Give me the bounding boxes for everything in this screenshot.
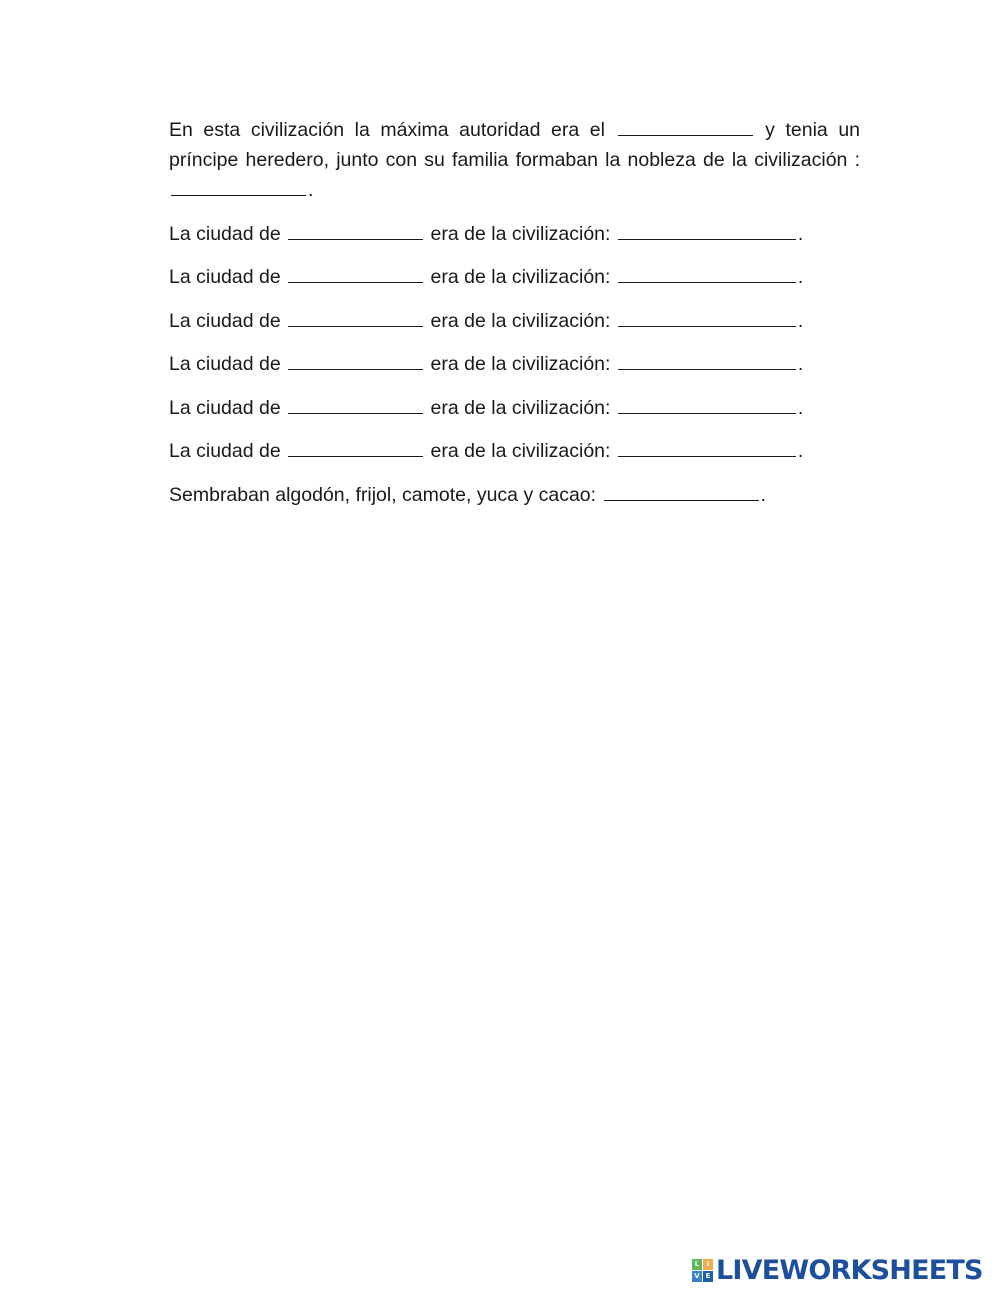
answer-blank-civilization[interactable]	[618, 221, 796, 240]
logo-mark-letter: V	[692, 1271, 702, 1282]
city-line-3	[169, 306, 860, 336]
city-line-4	[169, 349, 860, 379]
city-line-prefix: La ciudad de	[169, 222, 281, 245]
crops-period: .	[760, 483, 766, 506]
city-line-middle: era de la civilización:	[430, 396, 611, 419]
answer-blank-civilization[interactable]	[618, 438, 796, 457]
liveworksheets-logo	[692, 1254, 983, 1286]
answer-blank-city[interactable]	[288, 308, 423, 327]
answer-blank-authority[interactable]	[618, 117, 753, 136]
city-line-prefix: La ciudad de	[169, 353, 281, 375]
answer-blank-city[interactable]	[288, 221, 423, 240]
city-line-5	[169, 393, 860, 423]
logo-mark-icon	[692, 1259, 713, 1282]
city-line-period: .	[797, 222, 804, 245]
logo-mark-letter: E	[703, 1271, 713, 1282]
intro-period: .	[308, 179, 314, 201]
answer-blank-civilization[interactable]	[618, 264, 796, 283]
crops-text: Sembraban algodón, frijol, camote, yuca y cacao:	[169, 483, 597, 506]
intro-text-part2: y tenia un príncipe heredero, junto con su familia formaban la nobleza de la civilización :	[169, 119, 861, 171]
logo-mark-letter: L	[692, 1259, 702, 1270]
answer-blank-city[interactable]	[288, 264, 423, 283]
city-line-period: .	[797, 440, 804, 462]
city-line-6	[169, 436, 860, 466]
city-line-period: .	[797, 309, 804, 332]
city-line-middle: era de la civilización:	[430, 440, 611, 462]
city-line-period: .	[797, 266, 804, 288]
answer-blank-civilization[interactable]	[618, 395, 796, 414]
logo-wordmark: LIVEWORKSHEETS	[716, 1254, 983, 1286]
city-line-middle: era de la civilización:	[430, 309, 611, 332]
answer-blank-city[interactable]	[288, 351, 423, 370]
answer-blank-city[interactable]	[288, 395, 423, 414]
answer-blank-civilization[interactable]	[618, 351, 796, 370]
city-line-prefix: La ciudad de	[169, 309, 281, 332]
city-line-period: .	[797, 396, 804, 419]
city-line-middle: era de la civilización:	[430, 266, 611, 288]
city-line-middle: era de la civilización:	[430, 222, 611, 245]
worksheet-body	[169, 115, 860, 510]
logo-mark-letter: I	[703, 1259, 713, 1270]
city-line-prefix: La ciudad de	[169, 440, 281, 462]
city-line-prefix: La ciudad de	[169, 266, 281, 288]
intro-paragraph	[169, 115, 860, 205]
answer-blank-crops[interactable]	[604, 482, 759, 501]
intro-text-part1: En esta civilización la máxima autoridad era el	[169, 119, 605, 141]
crops-line	[169, 480, 860, 510]
city-line-period: .	[797, 353, 804, 375]
answer-blank-civilization[interactable]	[618, 308, 796, 327]
city-line-prefix: La ciudad de	[169, 396, 281, 419]
city-line-2	[169, 262, 860, 292]
answer-blank-nobility[interactable]	[171, 177, 306, 196]
city-line-1	[169, 219, 860, 249]
city-line-middle: era de la civilización:	[430, 353, 611, 375]
answer-blank-city[interactable]	[288, 438, 423, 457]
